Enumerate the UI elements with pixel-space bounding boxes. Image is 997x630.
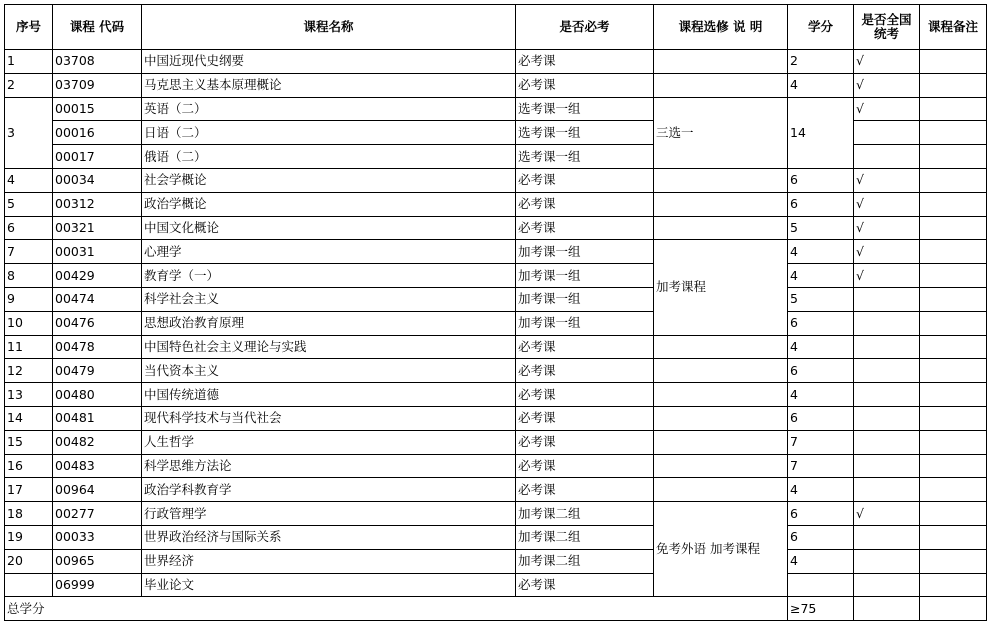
cell-elective (654, 168, 788, 192)
cell-required: 加考课一组 (516, 264, 654, 288)
cell-seq: 8 (5, 264, 53, 288)
cell-code: 00033 (53, 525, 142, 549)
cell-credit: 5 (788, 216, 854, 240)
cell-elective-group2: 加考课程 (654, 240, 788, 335)
cell-name: 思想政治教育原理 (142, 311, 516, 335)
cell-code: 00015 (53, 97, 142, 121)
cell-seq: 6 (5, 216, 53, 240)
cell-national: √ (854, 168, 920, 192)
cell-code: 00017 (53, 145, 142, 169)
cell-code: 00478 (53, 335, 142, 359)
cell-seq: 15 (5, 430, 53, 454)
cell-seq: 14 (5, 406, 53, 430)
cell-national: √ (854, 216, 920, 240)
cell-code: 00474 (53, 287, 142, 311)
cell-name: 教育学（一） (142, 264, 516, 288)
cell-name: 当代资本主义 (142, 359, 516, 383)
cell-credit: 7 (788, 430, 854, 454)
cell-remark (920, 264, 987, 288)
cell-name: 世界经济 (142, 549, 516, 573)
cell-required: 必考课 (516, 454, 654, 478)
cell-name: 毕业论文 (142, 573, 516, 597)
cell-required: 加考课一组 (516, 240, 654, 264)
table-row (5, 311, 987, 335)
cell-name: 中国特色社会主义理论与实践 (142, 335, 516, 359)
cell-seq: 13 (5, 383, 53, 407)
cell-name: 中国传统道德 (142, 383, 516, 407)
cell-elective (654, 430, 788, 454)
cell-required: 加考课一组 (516, 287, 654, 311)
cell-seq: 9 (5, 287, 53, 311)
cell-name: 现代科学技术与当代社会 (142, 406, 516, 430)
cell-required: 必考课 (516, 192, 654, 216)
cell-seq: 20 (5, 549, 53, 573)
cell-remark (920, 597, 987, 621)
cell-remark (920, 97, 987, 121)
cell-credit: 4 (788, 478, 854, 502)
table-row (5, 50, 987, 74)
header-name: 课程名称 (142, 5, 516, 50)
cell-required: 必考课 (516, 216, 654, 240)
cell-name: 人生哲学 (142, 430, 516, 454)
cell-remark (920, 478, 987, 502)
cell-elective (654, 478, 788, 502)
table-row (5, 478, 987, 502)
cell-seq: 16 (5, 454, 53, 478)
cell-remark (920, 73, 987, 97)
cell-code: 00476 (53, 311, 142, 335)
cell-name: 中国近现代史纲要 (142, 50, 516, 74)
cell-required: 选考课一组 (516, 145, 654, 169)
cell-elective (654, 454, 788, 478)
cell-name: 世界政治经济与国际关系 (142, 525, 516, 549)
cell-name: 科学思维方法论 (142, 454, 516, 478)
cell-required: 必考课 (516, 359, 654, 383)
total-label: 总学分 (5, 597, 788, 621)
cell-elective-group3: 免考外语 加考课程 (654, 502, 788, 597)
cell-credit: 4 (788, 383, 854, 407)
cell-remark (920, 573, 987, 597)
cell-credit: 6 (788, 502, 854, 526)
cell-code: 00480 (53, 383, 142, 407)
cell-elective-group1: 三选一 (654, 97, 788, 168)
cell-seq: 17 (5, 478, 53, 502)
cell-national (854, 430, 920, 454)
cell-national (854, 573, 920, 597)
cell-remark (920, 525, 987, 549)
header-remark: 课程备注 (920, 5, 987, 50)
cell-national (854, 145, 920, 169)
cell-national (854, 335, 920, 359)
cell-seq: 5 (5, 192, 53, 216)
cell-elective (654, 50, 788, 74)
cell-required: 必考课 (516, 573, 654, 597)
cell-remark (920, 121, 987, 145)
cell-required: 加考课一组 (516, 311, 654, 335)
cell-elective (654, 335, 788, 359)
cell-national: √ (854, 240, 920, 264)
cell-seq: 1 (5, 50, 53, 74)
cell-credit: 4 (788, 549, 854, 573)
cell-code: 03708 (53, 50, 142, 74)
cell-seq: 4 (5, 168, 53, 192)
cell-required: 加考课二组 (516, 502, 654, 526)
cell-required: 必考课 (516, 430, 654, 454)
cell-remark (920, 192, 987, 216)
cell-seq: 10 (5, 311, 53, 335)
cell-required: 加考课二组 (516, 525, 654, 549)
cell-name: 科学社会主义 (142, 287, 516, 311)
cell-seq: 2 (5, 73, 53, 97)
table-row (5, 264, 987, 288)
table-row (5, 573, 987, 597)
cell-national: √ (854, 73, 920, 97)
header-national: 是否全国统考 (854, 5, 920, 50)
header-code: 课程 代码 (53, 5, 142, 50)
cell-required: 必考课 (516, 383, 654, 407)
cell-remark (920, 383, 987, 407)
cell-code: 00964 (53, 478, 142, 502)
cell-code: 00321 (53, 216, 142, 240)
cell-seq: 11 (5, 335, 53, 359)
cell-national (854, 359, 920, 383)
cell-credit-group1: 14 (788, 97, 854, 168)
table-row (5, 216, 987, 240)
cell-required: 必考课 (516, 478, 654, 502)
cell-elective (654, 216, 788, 240)
cell-required: 必考课 (516, 168, 654, 192)
cell-required: 必考课 (516, 406, 654, 430)
cell-remark (920, 145, 987, 169)
cell-required: 选考课一组 (516, 97, 654, 121)
cell-remark (920, 240, 987, 264)
cell-code: 00312 (53, 192, 142, 216)
cell-remark (920, 359, 987, 383)
cell-name: 俄语（二） (142, 145, 516, 169)
cell-remark (920, 430, 987, 454)
cell-code: 00016 (53, 121, 142, 145)
cell-seq: 18 (5, 502, 53, 526)
cell-elective (654, 359, 788, 383)
cell-credit: 6 (788, 192, 854, 216)
cell-name: 行政管理学 (142, 502, 516, 526)
cell-code: 00965 (53, 549, 142, 573)
table-row (5, 383, 987, 407)
course-table (4, 4, 987, 621)
cell-credit: 4 (788, 240, 854, 264)
cell-credit: 6 (788, 525, 854, 549)
cell-seq: 12 (5, 359, 53, 383)
cell-elective (654, 73, 788, 97)
cell-national (854, 311, 920, 335)
cell-credit: 6 (788, 359, 854, 383)
table-row (5, 454, 987, 478)
table-row (5, 502, 987, 526)
cell-required: 必考课 (516, 50, 654, 74)
table-row (5, 240, 987, 264)
cell-credit: 4 (788, 264, 854, 288)
cell-code: 00034 (53, 168, 142, 192)
cell-national (854, 549, 920, 573)
cell-remark (920, 216, 987, 240)
cell-code: 00031 (53, 240, 142, 264)
cell-national (854, 287, 920, 311)
cell-remark (920, 168, 987, 192)
cell-remark (920, 549, 987, 573)
cell-credit: 6 (788, 406, 854, 430)
header-elective: 课程选修 说 明 (654, 5, 788, 50)
cell-national (854, 454, 920, 478)
total-row (5, 597, 987, 621)
cell-credit: 5 (788, 287, 854, 311)
cell-credit: 7 (788, 454, 854, 478)
cell-remark (920, 406, 987, 430)
cell-credit: 4 (788, 73, 854, 97)
table-row (5, 359, 987, 383)
total-credit: ≥75 (788, 597, 854, 621)
table-row (5, 549, 987, 573)
cell-seq: 7 (5, 240, 53, 264)
table-row (5, 525, 987, 549)
cell-code: 00429 (53, 264, 142, 288)
cell-remark (920, 335, 987, 359)
cell-national: √ (854, 50, 920, 74)
cell-required: 必考课 (516, 335, 654, 359)
cell-name: 日语（二） (142, 121, 516, 145)
cell-credit: 2 (788, 50, 854, 74)
cell-credit: 6 (788, 311, 854, 335)
cell-elective (654, 192, 788, 216)
cell-credit: 4 (788, 335, 854, 359)
table-row (5, 287, 987, 311)
table-row (5, 430, 987, 454)
cell-seq: 19 (5, 525, 53, 549)
cell-name: 心理学 (142, 240, 516, 264)
cell-remark (920, 311, 987, 335)
cell-name: 政治学概论 (142, 192, 516, 216)
cell-name: 马克思主义基本原理概论 (142, 73, 516, 97)
cell-elective (654, 383, 788, 407)
table-row (5, 335, 987, 359)
cell-remark (920, 502, 987, 526)
cell-required: 选考课一组 (516, 121, 654, 145)
cell-credit: 6 (788, 168, 854, 192)
header-seq: 序号 (5, 5, 53, 50)
cell-code: 00483 (53, 454, 142, 478)
cell-national: √ (854, 264, 920, 288)
cell-national (854, 525, 920, 549)
cell-code: 06999 (53, 573, 142, 597)
table-row (5, 406, 987, 430)
cell-remark (920, 50, 987, 74)
table-row (5, 168, 987, 192)
cell-required: 必考课 (516, 73, 654, 97)
cell-national: √ (854, 192, 920, 216)
cell-remark (920, 454, 987, 478)
cell-elective (654, 406, 788, 430)
header-credit: 学分 (788, 5, 854, 50)
table-row (5, 73, 987, 97)
cell-name: 中国文化概论 (142, 216, 516, 240)
cell-national (854, 478, 920, 502)
header-row (5, 5, 987, 50)
table-row (5, 97, 987, 121)
cell-national (854, 121, 920, 145)
cell-national: √ (854, 502, 920, 526)
cell-name: 英语（二） (142, 97, 516, 121)
cell-name: 社会学概论 (142, 168, 516, 192)
cell-national (854, 406, 920, 430)
cell-code: 00482 (53, 430, 142, 454)
cell-required: 加考课二组 (516, 549, 654, 573)
cell-national (854, 597, 920, 621)
cell-national: √ (854, 97, 920, 121)
cell-credit (788, 573, 854, 597)
cell-code: 00277 (53, 502, 142, 526)
cell-remark (920, 287, 987, 311)
cell-code: 00481 (53, 406, 142, 430)
cell-code: 03709 (53, 73, 142, 97)
cell-seq: 3 (5, 97, 53, 168)
cell-national (854, 383, 920, 407)
cell-seq (5, 573, 53, 597)
cell-name: 政治学科教育学 (142, 478, 516, 502)
cell-code: 00479 (53, 359, 142, 383)
header-required: 是否必考 (516, 5, 654, 50)
table-row (5, 192, 987, 216)
